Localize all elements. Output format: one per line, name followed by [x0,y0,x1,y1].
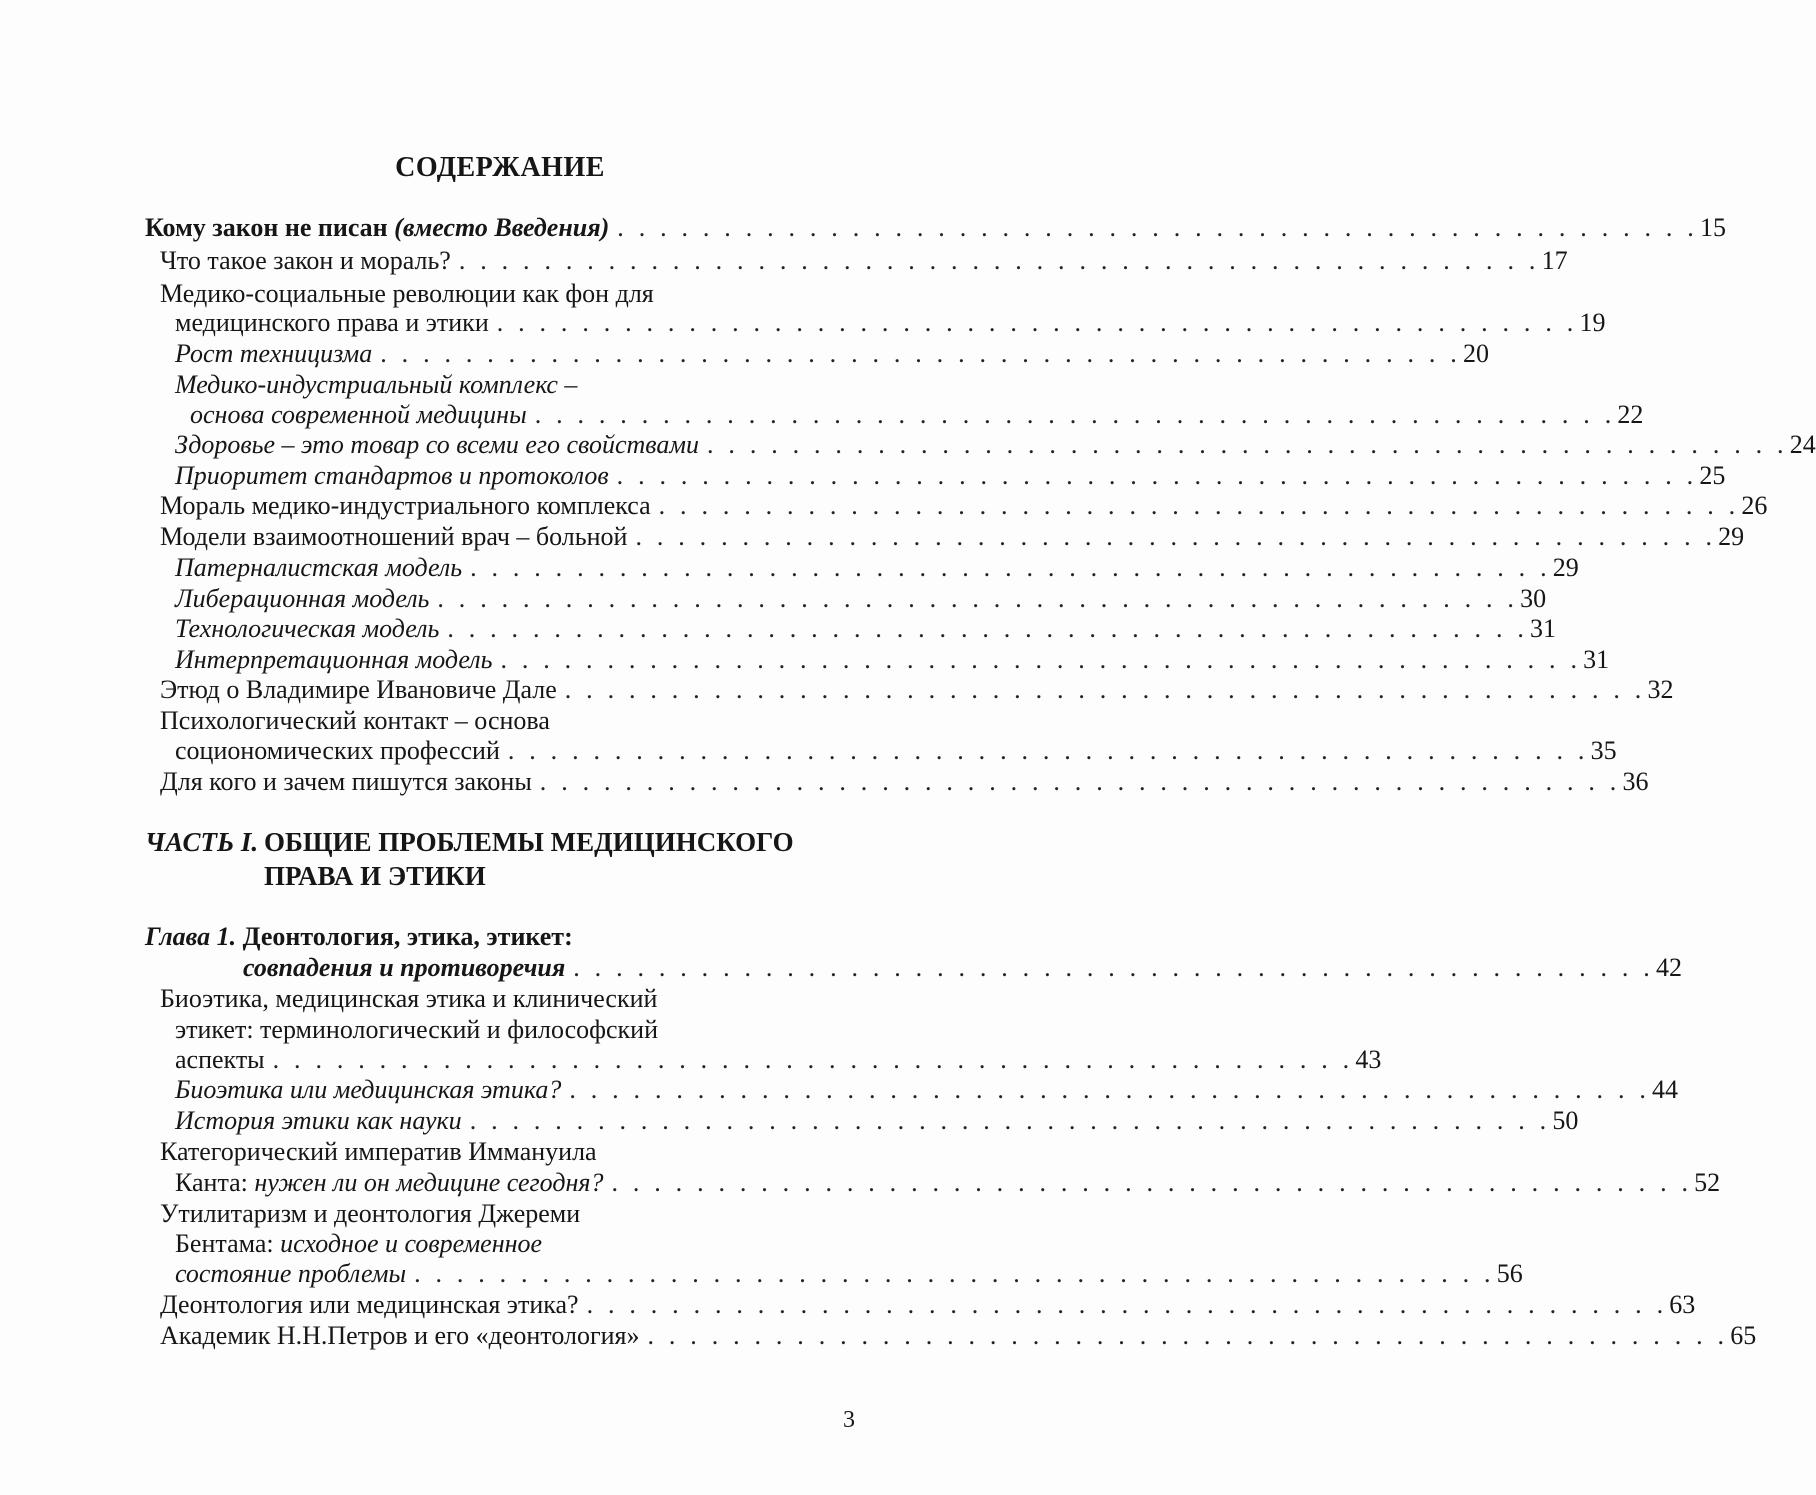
toc-entry-text: медицинского права и этики [175,308,489,337]
toc-entry-text: этикет: терминологический и философский [175,1015,658,1044]
toc-page-number: 56 [1496,1259,1523,1288]
toc-page-number: 44 [1652,1075,1679,1104]
toc-page-number: 24 [1789,430,1816,459]
dot-leader: . . . . . . . . . . . . . . . . . . . . . . . . . . . . . . . . . . . . . . . . . . . . . . . . . . . [507,736,1589,765]
dot-leader: . . . . . . . . . . . . . . . . . . . . . . . . . . . . . . . . . . . . . . . . . . . . . . . . . . . [500,645,1582,674]
toc-entry-intro-subtitle: (вместо Введения) [394,213,610,242]
dot-leader: . . . . . . . . . . . . . . . . . . . . . . . . . . . . . . . . . . . . . . . . . . . . . . . . . . . [539,767,1621,796]
toc-entry-text: основа современной медицины [190,400,527,429]
toc-entry-text: Медико-индустриальный комплекс – [175,370,578,399]
toc-page-number: 43 [1355,1045,1382,1074]
toc-entry[interactable] [175,368,858,402]
dot-leader: . . . . . . . . . . . . . . . . . . . . . . . . . . . . . . . . . . . . . . . . . . . . . . . . . . . [635,522,1717,551]
toc-entry[interactable] [175,1227,858,1261]
toc-entry[interactable] [160,704,858,738]
dot-leader: . . . . . . . . . . . . . . . . . . . . . . . . . . . . . . . . . . . . . . . . . . . . . . . . . . . [272,1045,1354,1074]
page-number: 3 [843,1407,855,1433]
toc-entry-text: Этюд о Владимире Ивановиче Дале [160,675,557,704]
dot-leader: . . . . . . . . . . . . . . . . . . . . . . . . . . . . . . . . . . . . . . . . . . . . . . . . . . . [616,461,1698,490]
toc-entry-text: Медико-социальные революции как фон для [160,279,654,308]
toc-page-number: 15 [1700,213,1726,242]
dot-leader: . . . . . . . . . . . . . . . . . . . . . . . . . . . . . . . . . . . . . . . . . . . . . . . . . . . [437,584,1519,613]
toc-page-number: 36 [1622,767,1649,796]
toc-page-number: 25 [1699,461,1726,490]
toc-page-number: 32 [1647,675,1674,704]
toc-page-number: 29 [1718,522,1745,551]
toc-entry[interactable] [175,1043,1382,1077]
toc-entry[interactable] [160,489,1768,523]
toc-entry-intro-title: Кому закон не писан [145,213,388,242]
dot-leader: . . . . . . . . . . . . . . . . . . . . . . . . . . . . . . . . . . . . . . . . . . . . . . . . . . . [658,491,1740,520]
chapter-title-line-2: совпадения и противоречия [243,953,566,982]
dot-leader: . . . . . . . . . . . . . . . . . . . . . . . . . . . . . . . . . . . . . . . . . . . . . . . . . . . [470,553,1551,582]
page-title: СОДЕРЖАНИЕ [395,152,605,183]
toc-entry[interactable] [175,582,1547,616]
toc-page-number: 52 [1694,1168,1721,1197]
toc-entry-text: Здоровье – это товар со всеми его свойствами [175,430,700,459]
toc-entry[interactable] [175,734,1617,768]
dot-leader: . . . . . . . . . . . . . . . . . . . . . . . . . . . . . . . . . . . . . . . . . . . . . . . . . . . [573,953,1654,982]
part-label: ЧАСТЬ I. [145,827,259,857]
dot-leader: . . . . . . . . . . . . . . . . . . . . . . . . . . . . . . . . . . . . . . . . . . . . . . . . . . . [414,1259,1495,1288]
toc-page-number: 30 [1520,584,1547,613]
dot-leader: . . . . . . . . . . . . . . . . . . . . . . . . . . . . . . . . . . . . . . . . . . . . . . . . . . . [380,339,1461,368]
toc-entry-text: Биоэтика или медицинская этика? [175,1075,562,1104]
toc-entry-text: Модели взаимоотношений врач – больной [160,522,628,551]
toc-entry[interactable] [175,459,1726,493]
toc-entry[interactable] [160,765,1649,799]
toc-entry-text: Для кого и зачем пишутся законы [160,767,532,796]
toc-entry[interactable] [160,1135,858,1169]
toc-entry-text: Интерпретационная модель [175,645,493,674]
toc-entry[interactable] [190,398,1644,432]
toc-page-number: 65 [1730,1321,1757,1350]
toc-entry-text: Приоритет стандартов и протоколов [175,461,609,490]
toc-entry-text: Мораль медико-индустриального комплекса [160,491,651,520]
dot-leader: . . . . . . . . . . . . . . . . . . . . . . . . . . . . . . . . . . . . . . . . . . . . . . . . . . . [458,246,1540,275]
toc-entry[interactable] [175,1104,1579,1138]
dot-leader: . . . . . . . . . . . . . . . . . . . . . . . . . . . . . . . . . . . . . . . . . . . . . . . . . . . [647,1321,1729,1350]
toc-page-number: 19 [1579,308,1606,337]
toc-entry[interactable] [175,306,1606,340]
toc-entry[interactable] [175,643,1610,677]
toc-page-number: 50 [1552,1106,1579,1135]
toc-entry[interactable] [160,1197,858,1231]
dot-leader: . . . . . . . . . . . . . . . . . . . . . . . . . . . . . . . . . . . . . . . . . . . . . . . . . . . [534,400,1616,429]
chapter-heading[interactable] [145,920,858,954]
toc-entry[interactable] [175,1073,1679,1107]
toc-entry-text: Академик Н.Н.Петров и его «деонтология» [160,1321,640,1350]
toc-entry[interactable] [175,1257,1523,1291]
toc-page-number: 17 [1541,246,1568,275]
chapter-label: Глава 1. [145,922,237,951]
dot-leader: . . . . . . . . . . . . . . . . . . . . . . . . . . . . . . . . . . . . . . . . . . . . . . . . . . . [569,1075,1651,1104]
toc-entry[interactable] [160,244,1568,278]
toc-page-number: 22 [1617,400,1644,429]
toc-entry-text: Канта: [175,1168,255,1197]
toc-page-number: 35 [1590,736,1617,765]
toc-entry-text: Либерационная модель [175,584,430,613]
toc-entry[interactable] [175,428,1816,462]
toc-entry[interactable] [160,673,1674,707]
toc-entry-text: аспекты [175,1045,265,1074]
chapter-heading-cont[interactable] [243,951,1682,985]
dot-leader: . . . . . . . . . . . . . . . . . . . . . . . . . . . . . . . . . . . . . . . . . . . . . . . . . . . [496,308,1578,337]
toc-entry-intro[interactable] [145,211,1726,245]
toc-entry[interactable] [175,612,1557,646]
toc-entry[interactable] [160,1319,1757,1353]
toc-entry-text: Патерналистская модель [175,553,463,582]
toc-entry-text-italic: исходное и современное [280,1229,543,1258]
toc-entry-text: Психологический контакт – основа [160,706,550,735]
dot-leader: . . . . . . . . . . . . . . . . . . . . . . . . . . . . . . . . . . . . . . . . . . . . . . . . . . . [469,1106,1551,1135]
part-title-line-2: ПРАВА И ЭТИКИ [264,861,486,891]
toc-entry-text: Утилитаризм и деонтология Джереми [160,1199,581,1228]
toc-entry-text: Деонтология или медицинская этика? [160,1290,579,1319]
toc-page-number: 42 [1655,953,1682,982]
toc-page-number: 31 [1530,614,1557,643]
toc-entry[interactable] [160,520,1745,554]
toc-page-number: 26 [1741,491,1768,520]
dot-leader: . . . . . . . . . . . . . . . . . . . . . . . . . . . . . . . . . . . . . . . . . . . . . . . . . . . [611,1168,1693,1197]
toc-entry-text: Биоэтика, медицинская этика и клинический [160,984,658,1013]
toc-entry-text: Бентама: [175,1229,281,1258]
toc-entry-text-italic: нужен ли он медицине сегодня? [254,1168,604,1197]
dot-leader: . . . . . . . . . . . . . . . . . . . . . . . . . . . . . . . . . . . . . . . . . . . . . . . . . . . [586,1290,1668,1319]
part-title-line-1: ОБЩИЕ ПРОБЛЕМЫ МЕДИЦИНСКОГО [264,827,794,857]
dot-leader: . . . . . . . . . . . . . . . . . . . . . . . . . . . . . . . . . . . . . . . . . . . . . . . . . . . [707,430,1788,459]
dot-leader: . . . . . . . . . . . . . . . . . . . . . . . . . . . . . . . . . . . . . . . . . . . . . . . . . . . [564,675,1646,704]
toc-entry[interactable] [160,982,858,1016]
toc-entry-text: Категорический императив Иммануила [160,1137,597,1166]
toc-entry-text: социономических профессий [175,736,500,765]
toc-page-number: 31 [1583,645,1610,674]
toc-entry[interactable] [175,1166,1721,1200]
toc-entry[interactable] [175,551,1579,585]
dot-leader: . . . . . . . . . . . . . . . . . . . . . . . . . . . . . . . . . . . . . . . . . . . . . . . . . . . [617,213,1698,242]
toc-entry[interactable] [175,337,1489,371]
toc-entry[interactable] [160,1288,1696,1322]
dot-leader: . . . . . . . . . . . . . . . . . . . . . . . . . . . . . . . . . . . . . . . . . . . . . . . . . . . [447,614,1529,643]
toc-page-number: 29 [1552,553,1579,582]
toc-entry-text: Технологическая модель [175,614,440,643]
toc-page-number: 20 [1462,339,1489,368]
toc-entry[interactable] [175,1013,858,1047]
chapter-title-line-1: Деонтология, этика, этикет: [242,922,573,951]
toc-entry-text: Рост техницизма [175,339,373,368]
toc-page-number: 63 [1669,1290,1696,1319]
toc-entry-text: состояние проблемы [175,1259,407,1288]
toc-entry-text: История этики как науки [175,1106,462,1135]
toc-entry-text: Что такое закон и мораль? [160,246,451,275]
